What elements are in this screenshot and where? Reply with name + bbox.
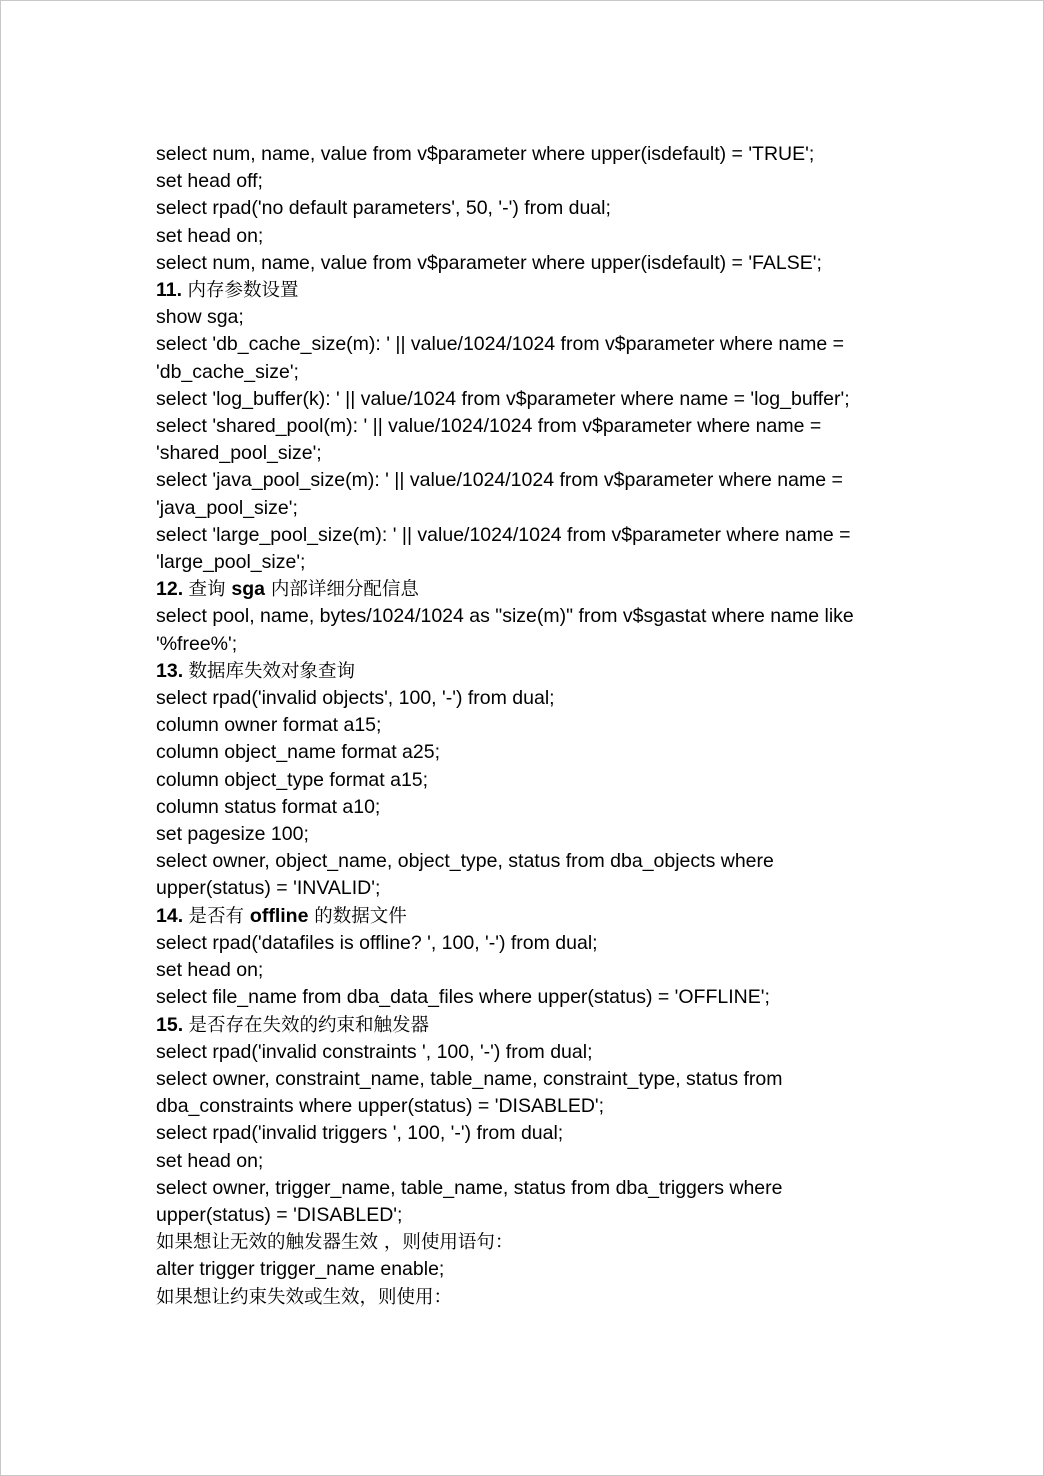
code-line: select owner, object_name, object_type, status from dba_objects where upper(status) = 'INVALID'; bbox=[156, 850, 780, 900]
code-line: set head on; bbox=[156, 959, 264, 982]
code-line: select owner, trigger_name, table_name, status from dba_triggers where upper(status) = 'DISABLED'; bbox=[156, 1176, 788, 1226]
section-title-pre: 是否有 bbox=[188, 905, 250, 927]
section-number: 15. bbox=[156, 1013, 184, 1036]
section-heading bbox=[156, 277, 886, 304]
section-title-post: 内部详细分配信息 bbox=[265, 579, 419, 601]
code-line: select 'shared_pool(m): ' || value/1024/1024 from v$parameter where name = 'shared_pool_size'; bbox=[156, 415, 827, 465]
section-title-post: 是否存在失效的约束和触发器 bbox=[188, 1014, 430, 1036]
code-line: set head off; bbox=[156, 170, 263, 193]
code-line: show sga; bbox=[156, 306, 244, 329]
code-line: select rpad('no default parameters', 50, '-') from dual; bbox=[156, 197, 611, 220]
code-line: column owner format a15; bbox=[156, 714, 382, 737]
section-title-post: 内存参数设置 bbox=[187, 280, 299, 302]
code-line: select 'db_cache_size(m): ' || value/1024/1024 from v$parameter where name = 'db_cache_size'; bbox=[156, 333, 850, 383]
section-heading bbox=[156, 658, 886, 685]
code-line: select num, name, value from v$parameter where upper(isdefault) = 'TRUE'; bbox=[156, 143, 815, 165]
section-heading bbox=[156, 903, 886, 930]
section-number: 11. bbox=[156, 279, 183, 302]
code-line: select rpad('invalid objects', 100, '-') from dual; bbox=[156, 687, 555, 710]
section-title-emphasis: sga bbox=[231, 578, 266, 601]
section-number: 12. bbox=[156, 578, 184, 601]
code-line: select file_name from dba_data_files where upper(status) = 'OFFLINE'; bbox=[156, 986, 770, 1009]
section-title-emphasis: offline bbox=[249, 904, 309, 927]
code-line: select num, name, value from v$parameter where upper(isdefault) = 'FALSE'; bbox=[156, 251, 822, 274]
section-title-pre: 查询 bbox=[188, 579, 232, 601]
section-heading bbox=[156, 576, 886, 603]
code-line: select 'log_buffer(k): ' || value/1024 from v$parameter where name = 'log_buffer'; bbox=[156, 387, 850, 410]
code-line: select 'large_pool_size(m): ' || value/1024/1024 from v$parameter where name = 'large_pool_size'; bbox=[156, 523, 856, 574]
code-line: column object_type format a15; bbox=[156, 768, 429, 791]
code-line: set head on; bbox=[156, 224, 264, 247]
code-line: column object_name format a25; bbox=[156, 741, 440, 764]
code-line: set head on; bbox=[156, 1149, 264, 1172]
note-line: 如果想让约束失效或生效，则使用： bbox=[156, 1286, 453, 1308]
code-line: set pagesize 100; bbox=[156, 823, 309, 846]
note-line: 如果想让无效的触发器生效 ，则使用语句： bbox=[156, 1232, 514, 1254]
code-line: alter trigger trigger_name enable; bbox=[156, 1258, 445, 1281]
document-body bbox=[156, 141, 886, 1311]
code-line: select 'java_pool_size(m): ' || value/1024/1024 from v$parameter where name = 'java_pool_size'; bbox=[156, 469, 849, 519]
code-line: select rpad('invalid triggers ', 100, '-') from dual; bbox=[156, 1122, 564, 1145]
section-title-post: 的数据文件 bbox=[308, 905, 407, 927]
code-line: column status format a10; bbox=[156, 795, 381, 818]
code-line: select rpad('datafiles is offline? ', 100, '-') from dual; bbox=[156, 931, 598, 954]
code-line: select pool, name, bytes/1024/1024 as "size(m)" from v$sgastat where name like '%free%'; bbox=[156, 605, 860, 655]
section-number: 13. bbox=[156, 659, 184, 682]
section-heading bbox=[156, 1012, 886, 1039]
code-line: select rpad('invalid constraints ', 100, '-') from dual; bbox=[156, 1040, 593, 1063]
section-number: 14. bbox=[156, 904, 184, 927]
section-title-post: 数据库失效对象查询 bbox=[188, 660, 356, 682]
code-line: select owner, constraint_name, table_name, constraint_type, status from dba_constraints where upper(status) = 'DISABLED'; bbox=[156, 1067, 788, 1118]
